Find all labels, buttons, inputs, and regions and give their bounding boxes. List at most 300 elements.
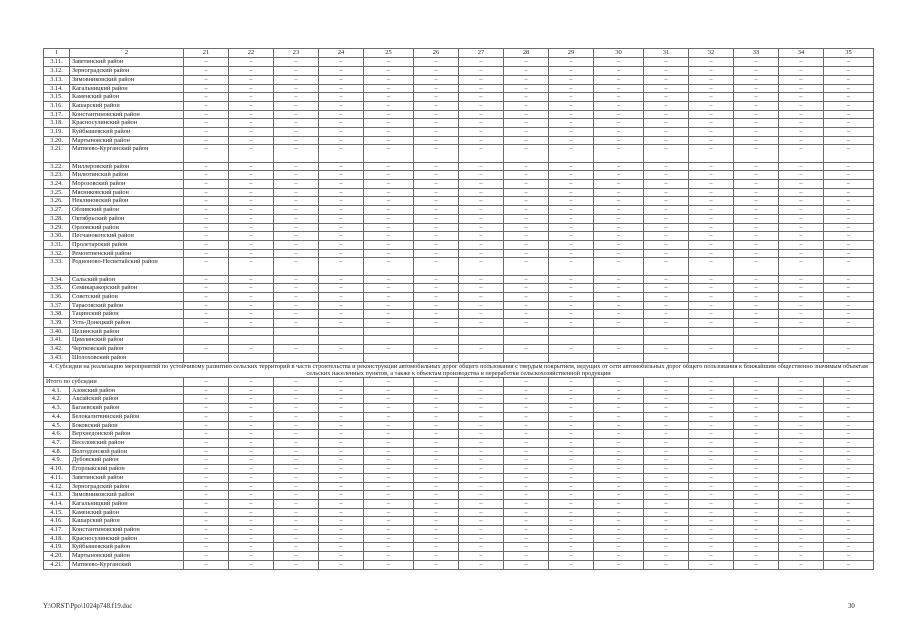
value-cell: – bbox=[274, 101, 319, 110]
value-cell: – bbox=[779, 93, 824, 102]
value-cell: – bbox=[414, 499, 459, 508]
value-cell: – bbox=[414, 162, 459, 171]
value-cell: – bbox=[274, 421, 319, 430]
district-name: Заветинский район bbox=[70, 473, 184, 482]
value-cell: – bbox=[184, 319, 229, 328]
value-cell: – bbox=[594, 310, 644, 319]
row-number: 3.13. bbox=[44, 75, 70, 84]
district-name: Матвеево-Курганский bbox=[70, 560, 184, 569]
value-cell: – bbox=[319, 543, 364, 552]
value-cell: – bbox=[549, 75, 594, 84]
value-cell: – bbox=[229, 93, 274, 102]
value-cell: – bbox=[734, 439, 779, 448]
value-cell: – bbox=[229, 430, 274, 439]
value-cell: – bbox=[274, 197, 319, 206]
value-cell: – bbox=[644, 491, 689, 500]
value-cell: – bbox=[734, 482, 779, 491]
value-cell: – bbox=[319, 128, 364, 137]
value-cell: – bbox=[594, 84, 644, 93]
value-cell: – bbox=[274, 58, 319, 67]
value-cell: – bbox=[319, 378, 364, 387]
value-cell: – bbox=[594, 395, 644, 404]
value-cell: – bbox=[229, 412, 274, 421]
value-cell: – bbox=[274, 310, 319, 319]
row-number: 4.16. bbox=[44, 517, 70, 526]
row-number: 4.18. bbox=[44, 534, 70, 543]
value-cell: – bbox=[689, 93, 734, 102]
value-cell bbox=[184, 353, 229, 362]
value-cell: – bbox=[459, 258, 504, 275]
district-name: Аксайский район bbox=[70, 395, 184, 404]
value-cell: – bbox=[274, 345, 319, 354]
value-cell: – bbox=[319, 284, 364, 293]
value-cell: – bbox=[689, 301, 734, 310]
value-cell: – bbox=[779, 412, 824, 421]
value-cell: – bbox=[504, 345, 549, 354]
row-number: 3.26. bbox=[44, 197, 70, 206]
value-cell: – bbox=[779, 508, 824, 517]
value-cell: – bbox=[594, 465, 644, 474]
value-cell: – bbox=[364, 378, 414, 387]
value-cell: – bbox=[734, 275, 779, 284]
value-cell: – bbox=[504, 456, 549, 465]
value-cell: – bbox=[319, 75, 364, 84]
value-cell: – bbox=[594, 301, 644, 310]
value-cell: – bbox=[594, 58, 644, 67]
district-name: Зерноградский район bbox=[70, 482, 184, 491]
value-cell: – bbox=[779, 110, 824, 119]
value-cell: – bbox=[414, 93, 459, 102]
district-name: Орловский район bbox=[70, 223, 184, 232]
value-cell: – bbox=[229, 67, 274, 76]
value-cell: – bbox=[824, 412, 874, 421]
value-cell: – bbox=[779, 171, 824, 180]
table-row bbox=[44, 136, 874, 145]
value-cell: – bbox=[319, 119, 364, 128]
row-number: 3.35. bbox=[44, 284, 70, 293]
value-cell: – bbox=[229, 404, 274, 413]
value-cell: – bbox=[319, 101, 364, 110]
district-name: Октябрьский район bbox=[70, 214, 184, 223]
row-number: 4.7. bbox=[44, 439, 70, 448]
value-cell: – bbox=[274, 378, 319, 387]
value-cell: – bbox=[689, 482, 734, 491]
value-cell: – bbox=[459, 188, 504, 197]
district-name: Пролетарский район bbox=[70, 240, 184, 249]
table-row bbox=[44, 110, 874, 119]
district-name: Куйбышевский район bbox=[70, 128, 184, 137]
value-cell: – bbox=[824, 499, 874, 508]
value-cell: – bbox=[459, 508, 504, 517]
table-row bbox=[44, 188, 874, 197]
value-cell: – bbox=[229, 275, 274, 284]
value-cell: – bbox=[594, 240, 644, 249]
value-cell: – bbox=[184, 439, 229, 448]
value-cell: – bbox=[364, 534, 414, 543]
value-cell bbox=[594, 336, 644, 345]
row-number: 4.5. bbox=[44, 421, 70, 430]
value-cell: – bbox=[594, 119, 644, 128]
value-cell: – bbox=[274, 258, 319, 275]
table-row bbox=[44, 93, 874, 102]
table-row bbox=[44, 171, 874, 180]
row-number: 3.31. bbox=[44, 240, 70, 249]
value-cell: – bbox=[594, 188, 644, 197]
header-cell: 30 bbox=[594, 49, 644, 58]
value-cell: – bbox=[504, 292, 549, 301]
value-cell: – bbox=[689, 67, 734, 76]
value-cell: – bbox=[364, 491, 414, 500]
value-cell: – bbox=[229, 543, 274, 552]
value-cell: – bbox=[644, 395, 689, 404]
value-cell: – bbox=[229, 101, 274, 110]
value-cell: – bbox=[644, 526, 689, 535]
value-cell: – bbox=[644, 421, 689, 430]
value-cell: – bbox=[734, 517, 779, 526]
value-cell: – bbox=[549, 430, 594, 439]
value-cell: – bbox=[689, 404, 734, 413]
header-cell: 27 bbox=[459, 49, 504, 58]
value-cell: – bbox=[734, 499, 779, 508]
value-cell: – bbox=[824, 292, 874, 301]
value-cell: – bbox=[824, 284, 874, 293]
value-cell: – bbox=[824, 188, 874, 197]
value-cell: – bbox=[414, 214, 459, 223]
value-cell: – bbox=[319, 386, 364, 395]
value-cell: – bbox=[689, 378, 734, 387]
row-number: 3.11. bbox=[44, 58, 70, 67]
value-cell: – bbox=[594, 430, 644, 439]
section-title-row bbox=[44, 362, 874, 378]
value-cell: – bbox=[274, 145, 319, 162]
value-cell: – bbox=[689, 499, 734, 508]
value-cell: – bbox=[689, 188, 734, 197]
district-name: Усть-Донецкий район bbox=[70, 319, 184, 328]
row-number: 3.39. bbox=[44, 319, 70, 328]
value-cell: – bbox=[414, 517, 459, 526]
value-cell: – bbox=[824, 465, 874, 474]
row-number: 3.12. bbox=[44, 67, 70, 76]
value-cell: – bbox=[549, 249, 594, 258]
district-name: Веселовский район bbox=[70, 439, 184, 448]
table-row bbox=[44, 206, 874, 215]
value-cell: – bbox=[504, 101, 549, 110]
value-cell: – bbox=[459, 378, 504, 387]
value-cell: – bbox=[414, 292, 459, 301]
value-cell bbox=[504, 336, 549, 345]
district-name: Чертковский район bbox=[70, 345, 184, 354]
value-cell bbox=[459, 336, 504, 345]
value-cell: – bbox=[549, 58, 594, 67]
value-cell: – bbox=[364, 136, 414, 145]
district-name: Каменский район bbox=[70, 93, 184, 102]
value-cell: – bbox=[689, 206, 734, 215]
value-cell: – bbox=[364, 319, 414, 328]
value-cell: – bbox=[229, 499, 274, 508]
value-cell: – bbox=[274, 275, 319, 284]
value-cell: – bbox=[414, 119, 459, 128]
value-cell: – bbox=[459, 543, 504, 552]
row-number: 3.37. bbox=[44, 301, 70, 310]
value-cell: – bbox=[229, 447, 274, 456]
value-cell: – bbox=[184, 534, 229, 543]
value-cell: – bbox=[549, 534, 594, 543]
table-row bbox=[44, 275, 874, 284]
value-cell: – bbox=[824, 517, 874, 526]
value-cell: – bbox=[504, 499, 549, 508]
value-cell: – bbox=[824, 447, 874, 456]
value-cell: – bbox=[734, 240, 779, 249]
value-cell: – bbox=[594, 404, 644, 413]
value-cell: – bbox=[644, 345, 689, 354]
value-cell: – bbox=[319, 412, 364, 421]
value-cell: – bbox=[229, 526, 274, 535]
value-cell: – bbox=[274, 319, 319, 328]
district-name: Семикаракорский район bbox=[70, 284, 184, 293]
district-name: Белокалитвинский район bbox=[70, 412, 184, 421]
district-name: Кашарский район bbox=[70, 517, 184, 526]
value-cell: – bbox=[414, 258, 459, 275]
value-cell: – bbox=[644, 319, 689, 328]
value-cell: – bbox=[184, 101, 229, 110]
value-cell: – bbox=[274, 534, 319, 543]
table-row bbox=[44, 534, 874, 543]
value-cell: – bbox=[459, 386, 504, 395]
value-cell: – bbox=[779, 58, 824, 67]
value-cell: – bbox=[504, 119, 549, 128]
value-cell: – bbox=[459, 249, 504, 258]
value-cell: – bbox=[414, 430, 459, 439]
district-name: Заветинский район bbox=[70, 58, 184, 67]
value-cell: – bbox=[644, 171, 689, 180]
value-cell: – bbox=[319, 58, 364, 67]
value-cell: – bbox=[274, 412, 319, 421]
value-cell: – bbox=[824, 421, 874, 430]
table-row bbox=[44, 240, 874, 249]
value-cell: – bbox=[734, 473, 779, 482]
row-number: 3.41. bbox=[44, 336, 70, 345]
value-cell: – bbox=[779, 136, 824, 145]
value-cell: – bbox=[644, 412, 689, 421]
value-cell: – bbox=[644, 136, 689, 145]
value-cell: – bbox=[689, 456, 734, 465]
value-cell: – bbox=[644, 439, 689, 448]
value-cell: – bbox=[274, 473, 319, 482]
row-number: 3.14. bbox=[44, 84, 70, 93]
value-cell bbox=[779, 327, 824, 336]
value-cell bbox=[414, 336, 459, 345]
value-cell: – bbox=[734, 345, 779, 354]
value-cell: – bbox=[734, 136, 779, 145]
value-cell: – bbox=[229, 319, 274, 328]
value-cell: – bbox=[459, 284, 504, 293]
value-cell: – bbox=[319, 499, 364, 508]
value-cell: – bbox=[824, 345, 874, 354]
value-cell: – bbox=[229, 206, 274, 215]
value-cell: – bbox=[459, 232, 504, 241]
value-cell: – bbox=[319, 275, 364, 284]
value-cell: – bbox=[779, 439, 824, 448]
value-cell bbox=[274, 353, 319, 362]
district-name: Кашарский район bbox=[70, 101, 184, 110]
value-cell: – bbox=[504, 128, 549, 137]
value-cell: – bbox=[779, 197, 824, 206]
value-cell: – bbox=[779, 404, 824, 413]
value-cell: – bbox=[549, 421, 594, 430]
value-cell: – bbox=[184, 447, 229, 456]
value-cell: – bbox=[734, 119, 779, 128]
value-cell: – bbox=[274, 439, 319, 448]
table-row bbox=[44, 180, 874, 189]
value-cell: – bbox=[734, 430, 779, 439]
value-cell: – bbox=[364, 301, 414, 310]
value-cell: – bbox=[274, 249, 319, 258]
value-cell: – bbox=[184, 275, 229, 284]
value-cell: – bbox=[734, 301, 779, 310]
value-cell: – bbox=[274, 180, 319, 189]
value-cell: – bbox=[689, 240, 734, 249]
table-row bbox=[44, 386, 874, 395]
value-cell: – bbox=[779, 517, 824, 526]
value-cell: – bbox=[779, 101, 824, 110]
value-cell: – bbox=[824, 395, 874, 404]
value-cell: – bbox=[364, 249, 414, 258]
value-cell: – bbox=[689, 386, 734, 395]
value-cell: – bbox=[824, 473, 874, 482]
table-row bbox=[44, 258, 874, 275]
value-cell: – bbox=[644, 560, 689, 569]
value-cell: – bbox=[459, 517, 504, 526]
value-cell: – bbox=[824, 67, 874, 76]
value-cell: – bbox=[689, 421, 734, 430]
value-cell: – bbox=[459, 93, 504, 102]
district-name: Морозовский район bbox=[70, 180, 184, 189]
value-cell: – bbox=[184, 110, 229, 119]
value-cell: – bbox=[824, 136, 874, 145]
district-name: Советский район bbox=[70, 292, 184, 301]
value-cell: – bbox=[644, 67, 689, 76]
row-number: 4.4. bbox=[44, 412, 70, 421]
value-cell: – bbox=[184, 188, 229, 197]
value-cell: – bbox=[274, 456, 319, 465]
row-number: 3.43. bbox=[44, 353, 70, 362]
value-cell: – bbox=[274, 110, 319, 119]
value-cell: – bbox=[504, 412, 549, 421]
value-cell: – bbox=[734, 232, 779, 241]
table-row bbox=[44, 67, 874, 76]
value-cell: – bbox=[459, 404, 504, 413]
table-row bbox=[44, 327, 874, 336]
value-cell: – bbox=[184, 67, 229, 76]
value-cell: – bbox=[689, 517, 734, 526]
value-cell: – bbox=[689, 223, 734, 232]
value-cell: – bbox=[549, 378, 594, 387]
value-cell: – bbox=[414, 482, 459, 491]
footer-page-number: 30 bbox=[848, 603, 855, 610]
value-cell: – bbox=[734, 508, 779, 517]
value-cell: – bbox=[414, 128, 459, 137]
value-cell: – bbox=[459, 214, 504, 223]
row-number: 3.42. bbox=[44, 345, 70, 354]
value-cell: – bbox=[504, 508, 549, 517]
value-cell: – bbox=[504, 214, 549, 223]
value-cell: – bbox=[779, 499, 824, 508]
table-row bbox=[44, 508, 874, 517]
table-row bbox=[44, 336, 874, 345]
value-cell: – bbox=[644, 258, 689, 275]
value-cell: – bbox=[364, 292, 414, 301]
value-cell: – bbox=[644, 447, 689, 456]
value-cell: – bbox=[779, 188, 824, 197]
value-cell: – bbox=[319, 171, 364, 180]
table-row bbox=[44, 430, 874, 439]
value-cell: – bbox=[594, 456, 644, 465]
value-cell: – bbox=[229, 197, 274, 206]
district-name: Зимовниковский район bbox=[70, 491, 184, 500]
value-cell: – bbox=[504, 378, 549, 387]
value-cell: – bbox=[414, 552, 459, 561]
value-cell: – bbox=[689, 58, 734, 67]
value-cell: – bbox=[824, 482, 874, 491]
value-cell: – bbox=[184, 206, 229, 215]
district-name: Целинский район bbox=[70, 327, 184, 336]
value-cell: – bbox=[824, 319, 874, 328]
value-cell: – bbox=[549, 284, 594, 293]
value-cell: – bbox=[274, 543, 319, 552]
header-cell: 1 bbox=[44, 49, 70, 58]
value-cell: – bbox=[274, 119, 319, 128]
header-cell: 35 bbox=[824, 49, 874, 58]
value-cell: – bbox=[229, 456, 274, 465]
value-cell: – bbox=[734, 543, 779, 552]
value-cell: – bbox=[414, 240, 459, 249]
value-cell: – bbox=[504, 543, 549, 552]
value-cell: – bbox=[504, 284, 549, 293]
district-name: Егорлыкский район bbox=[70, 465, 184, 474]
value-cell: – bbox=[414, 404, 459, 413]
value-cell: – bbox=[644, 456, 689, 465]
value-cell: – bbox=[504, 439, 549, 448]
value-cell: – bbox=[644, 84, 689, 93]
value-cell: – bbox=[364, 119, 414, 128]
table-row bbox=[44, 447, 874, 456]
value-cell: – bbox=[689, 101, 734, 110]
value-cell: – bbox=[364, 310, 414, 319]
table-row bbox=[44, 345, 874, 354]
value-cell bbox=[504, 327, 549, 336]
district-name: Кагальницкий район bbox=[70, 84, 184, 93]
value-cell: – bbox=[274, 386, 319, 395]
value-cell bbox=[549, 327, 594, 336]
header-cell: 22 bbox=[229, 49, 274, 58]
value-cell: – bbox=[274, 517, 319, 526]
value-cell: – bbox=[549, 447, 594, 456]
value-cell: – bbox=[414, 456, 459, 465]
header-cell: 33 bbox=[734, 49, 779, 58]
value-cell bbox=[459, 353, 504, 362]
value-cell bbox=[734, 353, 779, 362]
row-number: 4.6. bbox=[44, 430, 70, 439]
district-name: Шолоховский район bbox=[70, 353, 184, 362]
value-cell: – bbox=[824, 552, 874, 561]
value-cell: – bbox=[319, 526, 364, 535]
table-row bbox=[44, 552, 874, 561]
value-cell: – bbox=[319, 223, 364, 232]
value-cell: – bbox=[459, 447, 504, 456]
value-cell: – bbox=[779, 128, 824, 137]
table-row bbox=[44, 543, 874, 552]
value-cell: – bbox=[779, 430, 824, 439]
